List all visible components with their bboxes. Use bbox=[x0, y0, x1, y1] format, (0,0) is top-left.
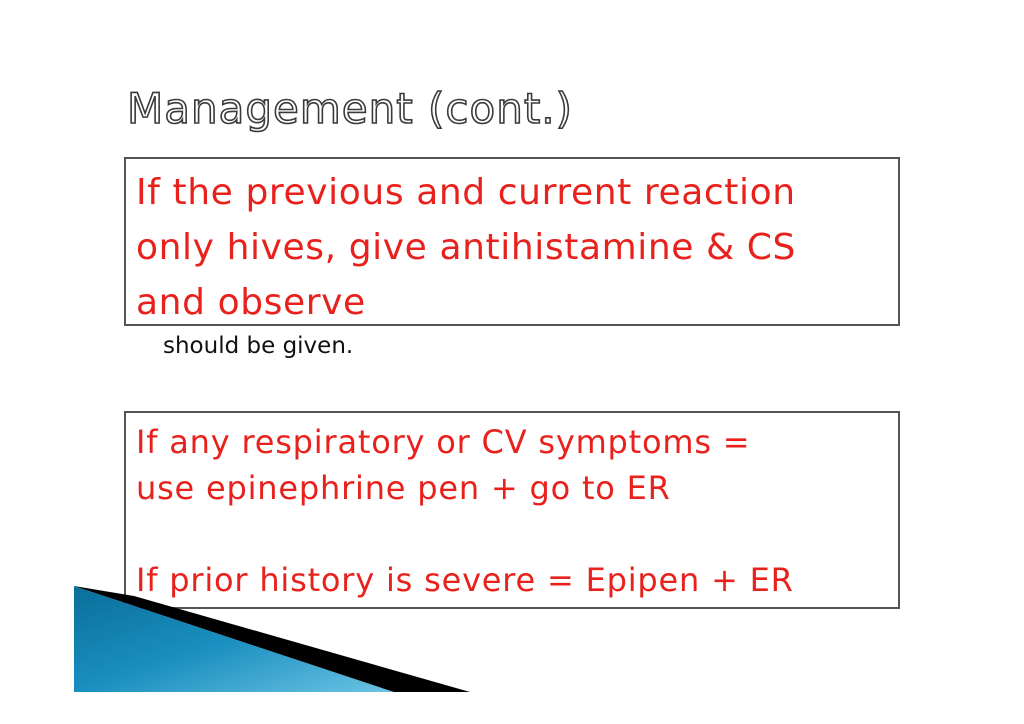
callout-line: and observe bbox=[136, 282, 366, 323]
corner-decoration bbox=[74, 586, 474, 692]
callout-line: use epinephrine pen + go to ER bbox=[136, 469, 671, 507]
callout-line: If prior history is severe = Epipen + ER bbox=[136, 561, 794, 599]
callout-line: If the previous and current reaction bbox=[136, 172, 796, 213]
callout-box-hives bbox=[124, 157, 900, 326]
partially-hidden-text: should be given. bbox=[163, 333, 354, 359]
callout-line: only hives, give antihistamine & CS bbox=[136, 227, 796, 268]
spacer bbox=[136, 511, 898, 557]
callout-line: If any respiratory or CV symptoms = bbox=[136, 423, 751, 461]
callout-box-epinephrine bbox=[124, 411, 900, 609]
slide-title: Management (cont.) bbox=[127, 84, 574, 133]
